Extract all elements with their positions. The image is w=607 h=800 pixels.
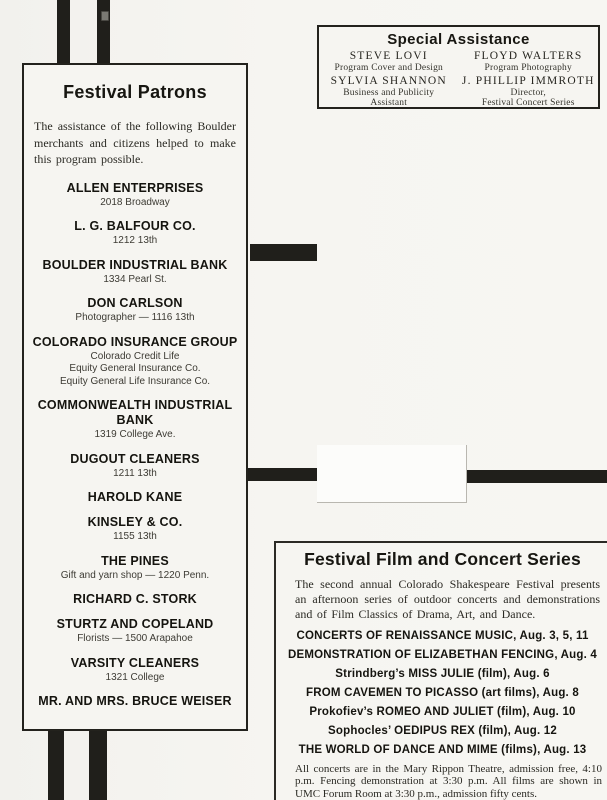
patrons-title: Festival Patrons: [63, 82, 207, 102]
person-role-line: Assistant: [370, 98, 408, 108]
patron-name: COMMONWEALTH INDUSTRIAL BANK: [37, 398, 233, 427]
patrons-intro: The assistance of the following Boulder merchants and citizens helped to make this program possible.: [34, 119, 236, 166]
patron-name: THE PINES: [101, 553, 169, 568]
patron-details-line: 1211 13th: [113, 467, 157, 479]
patron-details: [28, 531, 242, 544]
patron-name: DON CARLSON: [87, 296, 183, 310]
patron-details: [28, 429, 242, 442]
event-line: Strindberg’s MISS JULIE (film), Aug. 6: [335, 668, 550, 680]
patron-name: STURTZ AND COPELAND: [56, 617, 214, 631]
patron-name: DUGOUT CLEANERS: [70, 451, 200, 466]
patron-list: [24, 181, 246, 710]
patron-name: L. G. BALFOUR CO.: [74, 219, 196, 233]
patron-name: VARSITY CLEANERS: [70, 655, 200, 670]
patron-details-line: Florists — 1500 Arapahoe: [77, 633, 193, 644]
patron-name: MR. AND MRS. BRUCE WEISER: [38, 694, 232, 708]
patron-entry: [24, 181, 246, 210]
patron-details: [28, 197, 242, 210]
event-line: Sophocles’ OEDIPUS REX (film), Aug. 12: [328, 725, 557, 737]
film-series-intro: The second annual Colorado Shakespeare Festival presents an afternoon series of outdoor concerts and demonstrations and of Film Classics of Drama, Art, and Dance.: [295, 577, 600, 621]
patron-entry: [24, 219, 246, 248]
patron-name: COLORADO INSURANCE GROUP: [32, 334, 238, 349]
person-role: [459, 63, 599, 74]
patron-details: [28, 235, 242, 248]
assistance-grid: [319, 50, 598, 109]
patron-details-line: 1321 College: [105, 671, 165, 683]
patron-details: [28, 672, 242, 685]
person-role: [319, 63, 459, 74]
decorative-bar-top-left-2: [97, 0, 110, 64]
patron-entry: [24, 592, 246, 607]
patron-name: HAROLD KANE: [87, 490, 183, 504]
patron-details: [28, 570, 242, 583]
decorative-bar-bottom-left-1: [48, 731, 64, 800]
patron-name: RICHARD C. STORK: [73, 592, 197, 606]
scan-patch: [317, 445, 467, 503]
assistance-person: [319, 75, 459, 109]
decorative-bar-middle-left-upper: [250, 244, 317, 261]
event-line: THE WORLD OF DANCE AND MIME (films), Aug. 13: [298, 744, 587, 756]
patron-details-line: 1155 13th: [113, 531, 157, 542]
film-and-concert-series-section: [274, 541, 607, 800]
patron-details: [28, 274, 242, 287]
person-name: FLOYD WALTERS: [473, 50, 583, 62]
event-line: FROM CAVEMEN TO PICASSO (art films), Aug. 8: [306, 687, 579, 699]
assistance-person: [459, 75, 599, 109]
patron-entry: [24, 617, 246, 646]
patron-entry: [24, 694, 246, 709]
film-series-footer: All concerts are in the Mary Rippon Theatre, admission free, 4:10 p.m. Fencing demonstration at 3:30 p.m. All films are shown in UMC Forum Room at 3:30 p.m., admission fifty cents.: [295, 763, 602, 800]
person-name: STEVE LOVI: [349, 50, 428, 62]
person-name: J. PHILLIP IMMROTH: [461, 74, 595, 87]
patron-name: BOULDER INDUSTRIAL BANK: [42, 257, 228, 272]
person-role-line: Director,: [510, 87, 546, 98]
patron-details: [28, 351, 242, 389]
patron-entry: [24, 452, 246, 481]
patron-details-line: Equity General Life Insurance Co.: [59, 375, 211, 387]
event-line: DEMONSTRATION OF ELIZABETHAN FENCING, Aug. 4: [287, 649, 598, 661]
event-list: [276, 630, 607, 757]
special-assistance-box: [317, 25, 600, 109]
patron-details: [28, 633, 242, 646]
event-line: Prokofiev’s ROMEO AND JULIET (film), Aug. 10: [309, 706, 576, 718]
patron-entry: [24, 335, 246, 389]
patron-name: KINSLEY & CO.: [87, 515, 183, 529]
patron-details-line: 1319 College Ave.: [94, 429, 176, 440]
patron-entry: [24, 398, 246, 442]
patron-entry: [24, 258, 246, 287]
patron-entry: [24, 490, 246, 505]
decorative-bar-top-left-1: [57, 0, 70, 64]
patron-entry: [24, 656, 246, 685]
decorative-bar-middle-right: [467, 470, 607, 483]
patron-details-line: Colorado Credit Life: [90, 350, 180, 362]
patron-name: ALLEN ENTERPRISES: [66, 180, 204, 195]
festival-patrons-box: [22, 63, 248, 731]
patron-details-line: Photographer — 1116 13th: [75, 312, 195, 323]
person-name: SYLVIA SHANNON: [330, 74, 447, 87]
patron-details-line: 1334 Pearl St.: [103, 273, 167, 285]
person-role-line: Festival Concert Series: [481, 98, 575, 108]
film-series-title: Festival Film and Concert Series: [304, 549, 581, 569]
event-line: CONCERTS OF RENAISSANCE MUSIC, Aug. 3, 5, 11: [296, 630, 589, 642]
patron-details-line: 2018 Broadway: [100, 196, 170, 208]
patron-details-line: 1212 13th: [112, 235, 158, 246]
patron-details: [28, 468, 242, 481]
patron-entry: [24, 296, 246, 325]
patron-details-line: Equity General Insurance Co.: [69, 363, 201, 374]
person-role-line: Program Photography: [484, 63, 572, 73]
scan-artifact: [101, 11, 109, 21]
patron-details-line: Gift and yarn shop — 1220 Penn.: [60, 569, 210, 581]
assistance-person: [459, 50, 599, 74]
person-role-line: Business and Publicity: [343, 87, 435, 98]
person-role: [319, 88, 459, 109]
patron-entry: [24, 554, 246, 583]
decorative-bar-bottom-left-2: [89, 731, 107, 800]
patron-entry: [24, 515, 246, 544]
person-role: [459, 88, 599, 109]
assistance-title: Special Assistance: [387, 31, 530, 48]
decorative-bar-middle-left-lower: [248, 468, 317, 481]
patron-details: [28, 312, 242, 325]
assistance-person: [319, 50, 459, 74]
person-role-line: Program Cover and Design: [334, 63, 443, 73]
